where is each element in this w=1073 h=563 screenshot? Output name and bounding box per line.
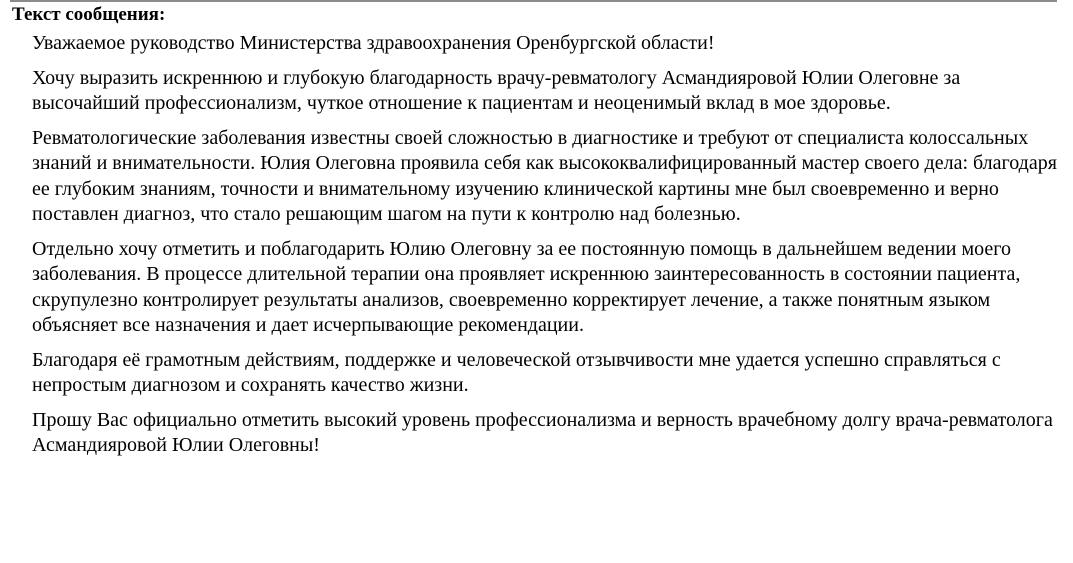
message-greeting: Уважаемое руководство Министерства здравоохранения Оренбургской области! — [32, 32, 715, 54]
message-paragraph-result: Благодаря её грамотным действиям, поддержке и человеческой отзывчивости мне удается успешно справляться с непростым диагнозом и сохранять качество жизни. — [32, 348, 1001, 396]
message-paragraph-diagnosis: Ревматологические заболевания известны своей сложностью в диагностике и требуют от специалиста колоссальных знаний и внимательности. Юлия Олеговна проявила себя как высококвалифицированный мастер своего дела: благодаря ее глубоким знаниям, точности и внимательному изучению клинической картины мне был своевременно и верно поставлен диагноз, что стало решающим шагом на пути к контролю над болезнью. — [32, 126, 1057, 225]
message-heading: Текст сообщения: — [12, 4, 166, 25]
top-divider — [10, 0, 1057, 2]
message-paragraph-request: Прошу Вас официально отметить высокий уровень профессионализма и верность врачебному долгу врача-ревматолога Асмандияровой Юлии Олеговны! — [32, 408, 1053, 456]
message-paragraph-gratitude: Хочу выразить искреннюю и глубокую благодарность врачу-ревматологу Асмандияровой Юлии Олеговне за высочайший профессионализм, чуткое отношение к пациентам и неоценимый вклад в мое здоровье. — [32, 66, 961, 114]
message-body — [32, 31, 1062, 468]
message-paragraph-treatment: Отдельно хочу отметить и поблагодарить Юлию Олеговну за ее постоянную помощь в дальнейшем ведении моего заболевания. В процессе длительной терапии она проявляет искреннюю заинтересованность в состоянии пациента, скрупулезно контролирует результаты анализов, своевременно корректирует лечение, а также понятным языком объясняет все назначения и дает исчерпывающие рекомендации. — [32, 237, 1021, 336]
